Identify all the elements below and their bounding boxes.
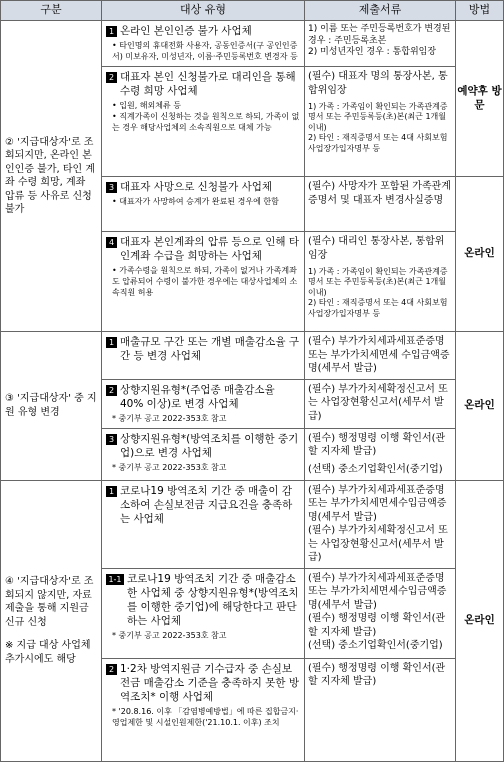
type-cell <box>102 232 305 332</box>
method-cell <box>456 21 504 177</box>
docs-text: (필수) 부가가치세과세표준증명 또는 부가가치세면세수입금액증명(세무서 발급) <box>308 484 447 523</box>
docs-cell <box>305 568 456 658</box>
method-cell <box>456 332 504 481</box>
method-text: 온라인 <box>464 399 495 411</box>
category-text: ② '지급대상자'로 조회되지만, 온라인 본인인증 불가, 타인 계좌 수령 희망, 계좌 압류 등 사유로 신청 불가 <box>5 136 95 215</box>
header-type: 대상 유형 <box>102 1 305 21</box>
docs-text: (필수) 부가가치세과세표준증명 또는 부가가치세면세 수입금액증명(세무서 발급) <box>308 336 450 374</box>
category-cell <box>1 480 102 761</box>
method-cell <box>456 480 504 761</box>
number-badge: 4 <box>106 237 117 248</box>
number-badge: 2 <box>106 385 117 396</box>
docs-cell <box>305 21 456 67</box>
table-row <box>1 21 504 67</box>
docs-text: (필수) 행정명령 이행 확인서(관할 지자체 발급) <box>308 432 446 458</box>
docs-cell <box>305 332 456 380</box>
type-title: 온라인 본인인증 불가 사업체 <box>120 25 252 37</box>
type-title: 1·2차 방역지원금 기수급자 중 손실보전금 매출감소 기준을 충족하지 못한 방역조치* 이행 사업체 <box>120 662 299 703</box>
docs-text: (필수) 행정명령 이행 확인서(관할 지자체 발급) <box>308 662 446 688</box>
number-badge: 2 <box>106 664 117 675</box>
docs-cell <box>305 428 456 480</box>
docs-text: (선택) 중소기업확인서(중기업) <box>308 640 443 652</box>
type-note: * '20.8.16. 이후 「감염병예방법」에 따른 집합금지·영업제한 및 시설인원제한('21.10.1. 이후) 조치 <box>112 707 299 727</box>
number-badge: 1-1 <box>106 574 124 585</box>
category-text: ③ '지급대상자' 중 지원 유형 변경 <box>5 393 97 418</box>
table-row <box>1 480 504 568</box>
docs-cell <box>305 480 456 568</box>
type-cell <box>102 21 305 67</box>
docs-text: (필수) 대리인 통장사본, 통합위임장 <box>308 236 445 261</box>
type-title: 코로나19 방역조치 기간 중 매출감소한 사업체 중 상향지원유형*(방역조치를 이행한 중기업)에 해당한다고 판단하는 사업체 <box>127 572 299 628</box>
type-note: • 대표자가 사망하여 승계가 완료된 경우에 한함 <box>112 197 279 207</box>
docs-text: (필수) 부가가치세과세표준증명 또는 부가가치세면세수입금액증명(세무서 발급) <box>308 572 447 611</box>
method-text: 예약후 방문 <box>457 84 502 111</box>
type-note: • 타인명의 휴대전화 사용자, 공동인증서(구 공인인증서) 미보유자, 미성년자, 이름·주민등록번호 변경자 등 <box>112 41 298 61</box>
type-title: 상향지원유형*(방역조치를 이행한 중기업)으로 변경 사업체 <box>120 432 299 459</box>
type-title: 코로나19 방역조치 기간 중 매출이 감소하여 손실보전금 지급요건을 충족하는 사업체 <box>120 484 293 525</box>
type-cell <box>102 379 305 428</box>
type-cell <box>102 428 305 480</box>
method-text: 온라인 <box>464 247 495 260</box>
header-docs: 제출서류 <box>305 1 456 21</box>
docs-text: (필수) 사망자가 포함된 가족관계증명서 및 대표자 변경사실증명 <box>308 181 451 206</box>
type-note: • 가족수령을 원칙으로 하되, 가족이 없거나 가족계좌도 압류되어 수령이 불가한 경우에는 대상사업체의 소속직원 허용 <box>112 266 298 297</box>
header-row <box>1 1 504 21</box>
docs-text: (선택) 중소기업확인서(중기업) <box>308 463 443 475</box>
number-badge: 3 <box>106 434 117 445</box>
type-cell <box>102 658 305 761</box>
category-cell <box>1 21 102 332</box>
header-method: 방법 <box>456 1 504 21</box>
type-title: 대표자 본인 신청불가로 대리인을 통해 수령 희망 사업체 <box>120 71 296 98</box>
number-badge: 1 <box>106 486 117 497</box>
docs-text: 1) 가족 : 가족임이 확인되는 가족관계증명서 또는 주민등록등(초)본(최근 1개월 이내) 2) 타인 : 재직증명서 또는 4대 사회보험사업장가입자명부 등 <box>308 102 448 153</box>
docs-cell <box>305 379 456 428</box>
docs-text: 1) 가족 : 가족임이 확인되는 가족관계증명서 또는 주민등록등(초)본(최근 1개월 이내) 2) 타인 : 재직증명서 또는 4대 사회보험사업장가입자명부 등 <box>308 267 448 318</box>
category-cell <box>1 332 102 481</box>
type-cell <box>102 67 305 177</box>
number-badge: 2 <box>106 72 117 83</box>
docs-text: (필수) 부가가치세확정신고서 또는 사업장현황신고서(세무서 발급) <box>308 525 448 564</box>
type-note: • 입원, 해외체류 등 • 직계가족이 신청하는 것을 원칙으로 하되, 가족이 없는 경우 해당사업체의 소속직원으로 대체 가능 <box>112 101 300 132</box>
category-text: ④ '지급대상자'로 조회되지 않지만, 자료 제출을 통해 지원금 신규 신청 <box>5 576 94 628</box>
docs-text: (필수) 행정명령 이행 확인서(관할 지자체 발급) <box>308 613 446 638</box>
type-note: * 중기부 공고 2022-353호 참고 <box>112 462 227 472</box>
docs-text: (필수) 대표자 명의 통장사본, 통합위임장 <box>308 71 448 96</box>
docs-cell <box>305 658 456 761</box>
type-note: * 중기부 공고 2022-353호 참고 <box>112 413 227 423</box>
number-badge: 1 <box>106 337 117 348</box>
type-cell <box>102 332 305 380</box>
type-title: 대표자 사망으로 신청불가 사업체 <box>120 181 273 193</box>
number-badge: 3 <box>106 182 117 193</box>
header-category: 구분 <box>1 1 102 21</box>
docs-cell <box>305 67 456 177</box>
type-title: 상향지원유형*(주업종 매출감소율 40% 이상)로 변경 사업체 <box>120 383 275 410</box>
method-cell <box>456 177 504 332</box>
type-cell <box>102 177 305 232</box>
type-cell <box>102 480 305 568</box>
table-row <box>1 332 504 380</box>
type-note: * 중기부 공고 2022-353호 참고 <box>112 631 227 641</box>
type-title: 매출규모 구간 또는 개별 매출감소율 구간 등 변경 사업체 <box>120 336 299 363</box>
type-title: 대표자 본인계좌의 압류 등으로 인해 타인계좌 수급을 희망하는 사업체 <box>120 236 299 263</box>
number-badge: 1 <box>106 26 117 37</box>
type-cell <box>102 568 305 658</box>
category-note: ※ 지급 대상 사업체 추가시에도 해당 <box>5 640 91 665</box>
method-text: 온라인 <box>464 613 495 626</box>
docs-text: (필수) 부가가치세확정신고서 또는 사업장현황신고서(세무서 발급) <box>308 383 448 422</box>
docs-text: 1) 이름 또는 주민등록번호가 변경된 경우 : 주민등록초본 2) 미성년자인 경우 : 통합위임장 <box>308 24 451 58</box>
docs-cell <box>305 232 456 332</box>
docs-cell <box>305 177 456 232</box>
